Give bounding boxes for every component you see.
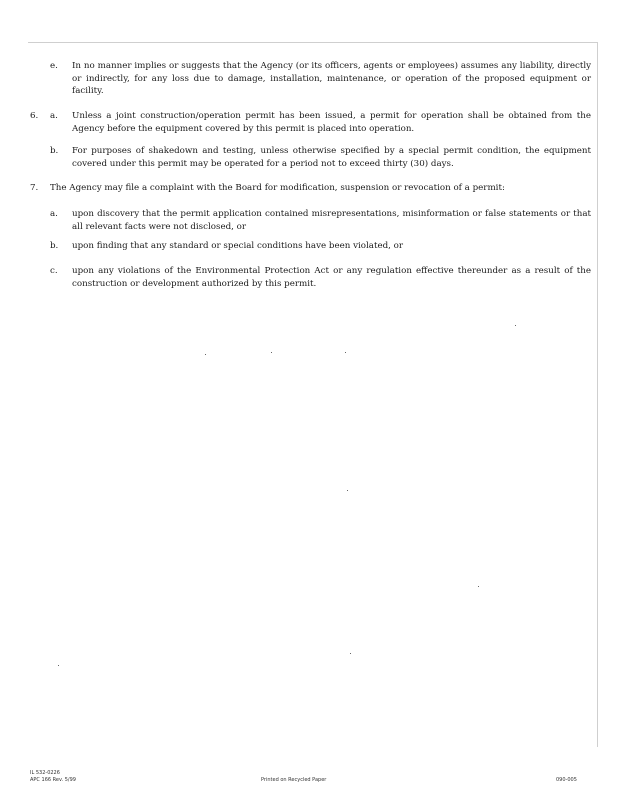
item-6b-marker: b. bbox=[50, 146, 59, 156]
scan-speck bbox=[478, 586, 479, 587]
top-border-line bbox=[28, 42, 598, 43]
footer-form-number: IL 532-0226 bbox=[30, 770, 60, 776]
item-e-text: In no manner implies or suggests that the Agency (or its officers, agents or employees) assumes any liability, directly or indirectly, for any loss due to damage, installation, maintenance, or operation of the proposed equipment or facility. bbox=[72, 61, 591, 97]
item-7a-marker: a. bbox=[50, 209, 58, 219]
section-7-number: 7. bbox=[30, 183, 39, 193]
item-6a-text: Unless a joint construction/operation permit has been issued, a permit for operation shall be obtained from the Agency before the equipment covered by this permit is placed into operation. bbox=[72, 111, 591, 134]
item-7b-text: upon finding that any standard or special conditions have been violated, or bbox=[72, 241, 404, 251]
scan-speck bbox=[58, 665, 59, 666]
scan-speck bbox=[345, 352, 346, 353]
footer-form-revision: APC 166 Rev. 5/99 bbox=[30, 777, 76, 783]
scan-speck bbox=[515, 325, 516, 326]
scan-speck bbox=[350, 653, 351, 654]
right-border-line bbox=[597, 42, 598, 747]
section-6-number: 6. bbox=[30, 111, 39, 121]
footer-page-code: 090-005 bbox=[556, 777, 577, 783]
item-7a-text: upon discovery that the permit application contained misrepresentations, misinformation or false statements or that all relevant facts were not disclosed, or bbox=[72, 209, 591, 232]
item-6b-text: For purposes of shakedown and testing, unless otherwise specified by a special permit condition, the equipment covered under this permit may be operated for a period not to exceed thirty (30) days. bbox=[72, 146, 591, 169]
scan-speck bbox=[205, 354, 206, 355]
scan-speck bbox=[271, 352, 272, 353]
scan-speck bbox=[347, 490, 348, 491]
item-7c-marker: c. bbox=[50, 266, 58, 276]
footer-paper-note: Printed on Recycled Paper bbox=[261, 777, 327, 783]
item-7c-text: upon any violations of the Environmental Protection Act or any regulation effective thereunder as a result of the construction or development authorized by this permit. bbox=[72, 266, 591, 289]
item-7b-marker: b. bbox=[50, 241, 59, 251]
item-e-marker: e. bbox=[50, 61, 58, 71]
item-6a-marker: a. bbox=[50, 111, 58, 121]
section-7-text: The Agency may file a complaint with the Board for modification, suspension or revocation of a permit: bbox=[50, 183, 505, 193]
